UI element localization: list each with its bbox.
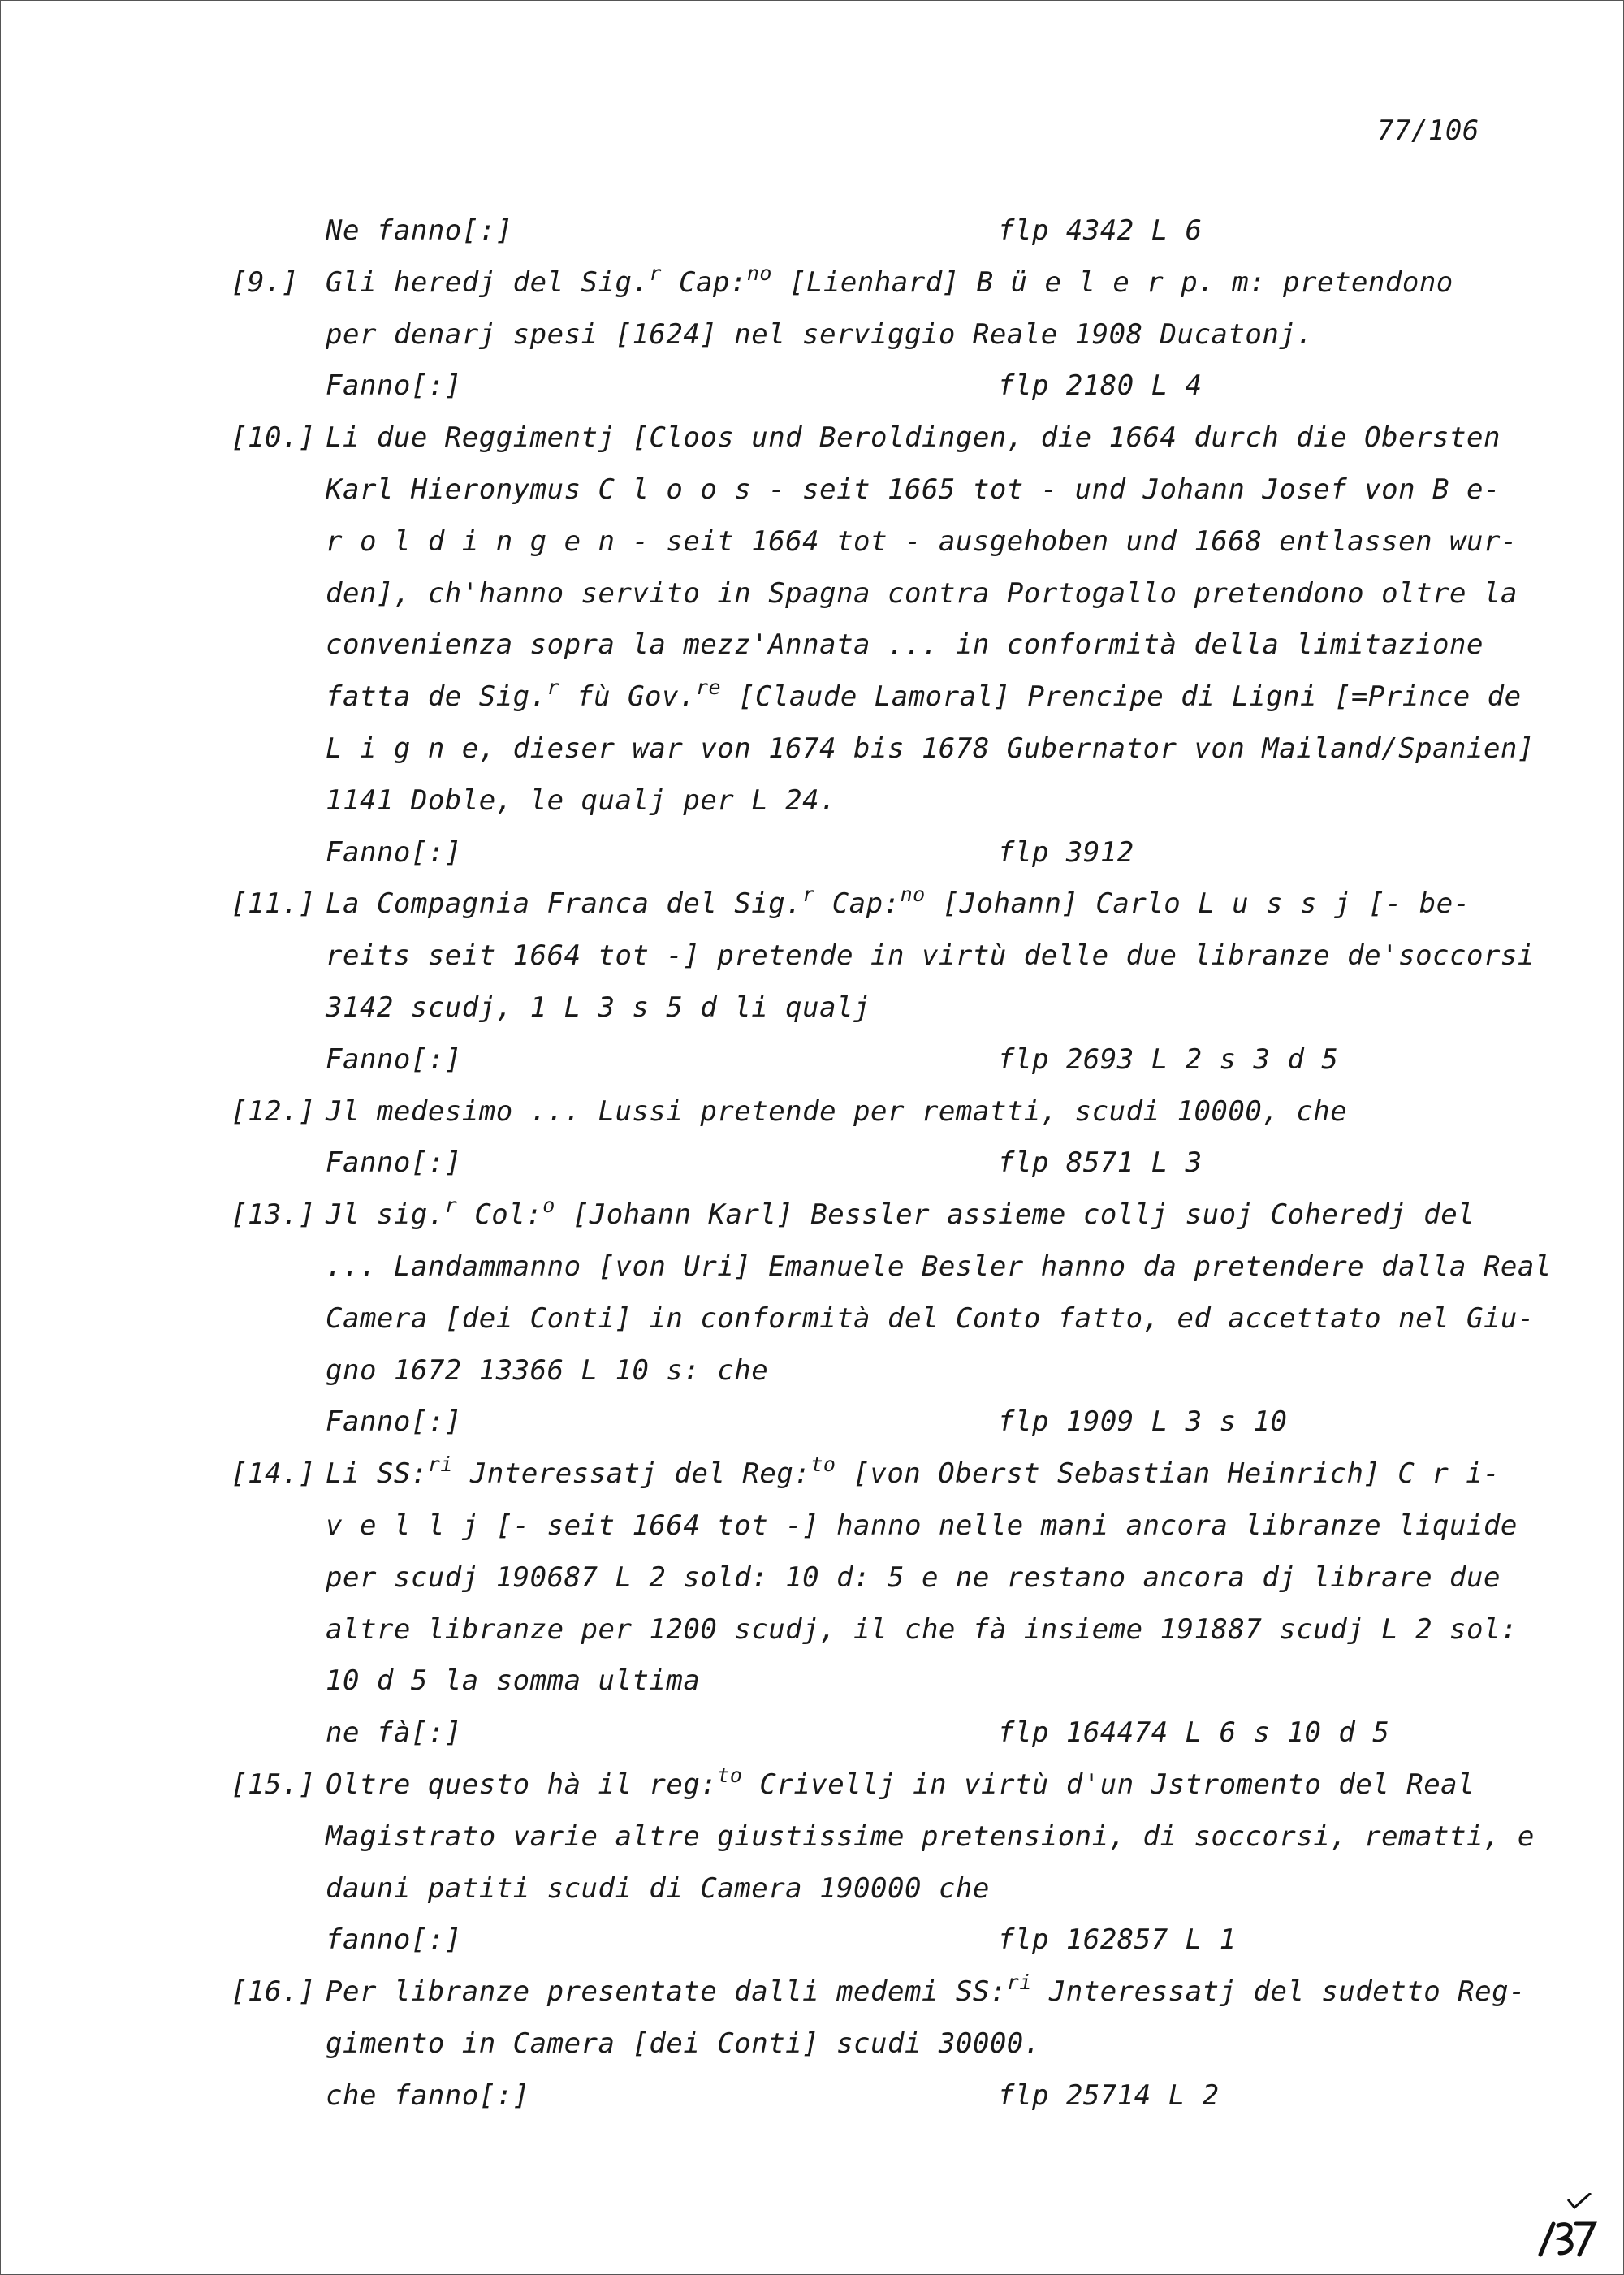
summary-label: fanno[:] xyxy=(326,1923,462,1956)
text-line: Li due Reggimentj [Cloos und Beroldingen, die 1664 durch die Obersten xyxy=(326,421,1501,454)
summary-label: Ne fanno[:] xyxy=(326,214,513,247)
summary-amount: flp 25714 L 2 xyxy=(998,2079,1220,2112)
text-line: La Compagnia Franca del Sig.$^r$ Cap:$^{no}$ [Johann] Carlo L u s s j [- be- xyxy=(326,883,1471,920)
text-line: gno 1672 13366 L 10 s: che xyxy=(326,1354,769,1387)
summary-label: Fanno[:] xyxy=(326,1146,462,1179)
entry-number: [16.] xyxy=(231,1975,316,2008)
summary-amount: flp 164474 L 6 s 10 d 5 xyxy=(998,1716,1390,1749)
text-line: Li SS:$^{ri}$ Jnteressatj del Reg:$^{to}$ [von Oberst Sebastian Heinrich] C r i- xyxy=(326,1453,1501,1490)
text-line: Camera [dei Conti] in conformità del Conto fatto, ed accettato nel Giu- xyxy=(326,1302,1535,1335)
summary-label: Fanno[:] xyxy=(326,369,462,402)
text-line: r o l d i n g e n - seit 1664 tot - ausgehoben und 1668 entlassen wur- xyxy=(326,525,1518,558)
entry-number: [12.] xyxy=(231,1095,316,1128)
text-line: Jl medesimo ... Lussi pretende per rematti, scudi 10000, che xyxy=(326,1095,1348,1128)
summary-amount: flp 2180 L 4 xyxy=(998,369,1203,402)
entry-number: [13.] xyxy=(231,1198,316,1231)
summary-label: Fanno[:] xyxy=(326,1043,462,1076)
text-line: Gli heredj del Sig.$^r$ Cap:$^{no}$ [Lienhard] B ü e l e r p. m: pretendono xyxy=(326,261,1453,299)
text-line: 1141 Doble, le qualj per L 24. xyxy=(326,784,837,817)
summary-label: Fanno[:] xyxy=(326,836,462,869)
entry-number: [15.] xyxy=(231,1768,316,1801)
summary-amount: flp 8571 L 3 xyxy=(998,1146,1203,1179)
summary-amount: flp 1909 L 3 s 10 xyxy=(998,1405,1288,1438)
text-line: reits seit 1664 tot -] pretende in virtù delle due libranze de'soccorsi xyxy=(326,939,1535,972)
text-line: ... Landammanno [von Uri] Emanuele Besler hanno da pretendere dalla Real xyxy=(326,1250,1552,1283)
text-line: 10 d 5 la somma ultima xyxy=(326,1664,701,1697)
summary-amount: flp 4342 L 6 xyxy=(998,214,1203,247)
text-line: altre libranze per 1200 scudj, il che fà insieme 191887 scudj L 2 sol: xyxy=(326,1613,1518,1646)
text-line: convenienza sopra la mezz'Annata ... in conformità della limitazione xyxy=(326,628,1484,661)
summary-amount: flp 3912 xyxy=(998,836,1134,869)
text-line: fatta de Sig.$^r$ fù Gov.$^{re}$ [Claude Lamoral] Prencipe di Ligni [=Prince de xyxy=(326,676,1522,713)
text-line: Per libranze presentate dalli medemi SS:$^{ri}$ Jnteressatj del sudetto Reg- xyxy=(326,1971,1527,2008)
page-number: 77/106 xyxy=(1377,114,1479,147)
text-line: gimento in Camera [dei Conti] scudi 30000. xyxy=(326,2027,1041,2060)
text-line: Magistrato varie altre giustissime pretensioni, di soccorsi, rematti, e xyxy=(326,1820,1535,1853)
summary-label: Fanno[:] xyxy=(326,1405,462,1438)
handwritten-folio-mark xyxy=(1526,2193,1599,2258)
summary-label: ne fà[:] xyxy=(326,1716,462,1749)
text-line: L i g n e, dieser war von 1674 bis 1678 Gubernator von Mailand/Spanien] xyxy=(326,732,1535,765)
entry-number: [11.] xyxy=(231,887,316,920)
text-line: per denarj spesi [1624] nel serviggio Reale 1908 Ducatonj. xyxy=(326,318,1314,351)
summary-amount: flp 2693 L 2 s 3 d 5 xyxy=(998,1043,1339,1076)
text-line: v e l l j [- seit 1664 tot -] hanno nelle mani ancora libranze liquide xyxy=(326,1509,1518,1542)
entry-number: [14.] xyxy=(231,1457,316,1490)
text-line: den], ch'hanno servito in Spagna contra Portogallo pretendono oltre la xyxy=(326,577,1518,610)
text-line: Oltre questo hà il reg:$^{to}$ Crivellj in virtù d'un Jstromento del Real xyxy=(326,1763,1475,1801)
text-line: Karl Hieronymus C l o o s - seit 1665 tot - und Johann Josef von B e- xyxy=(326,473,1501,506)
text-line: Jl sig.$^r$ Col:$^o$ [Johann Karl] Bessler assieme collj suoj Coheredj del xyxy=(326,1194,1475,1231)
entry-number: [9.] xyxy=(231,266,299,299)
text-line: 3142 scudj, 1 L 3 s 5 d li qualj xyxy=(326,991,871,1024)
text-line: per scudj 190687 L 2 sold: 10 d: 5 e ne restano ancora dj librare due xyxy=(326,1561,1501,1594)
summary-label: che fanno[:] xyxy=(326,2079,530,2112)
entry-number: [10.] xyxy=(231,421,316,454)
summary-amount: flp 162857 L 1 xyxy=(998,1923,1237,1956)
text-line: dauni patiti scudi di Camera 190000 che xyxy=(326,1872,990,1905)
